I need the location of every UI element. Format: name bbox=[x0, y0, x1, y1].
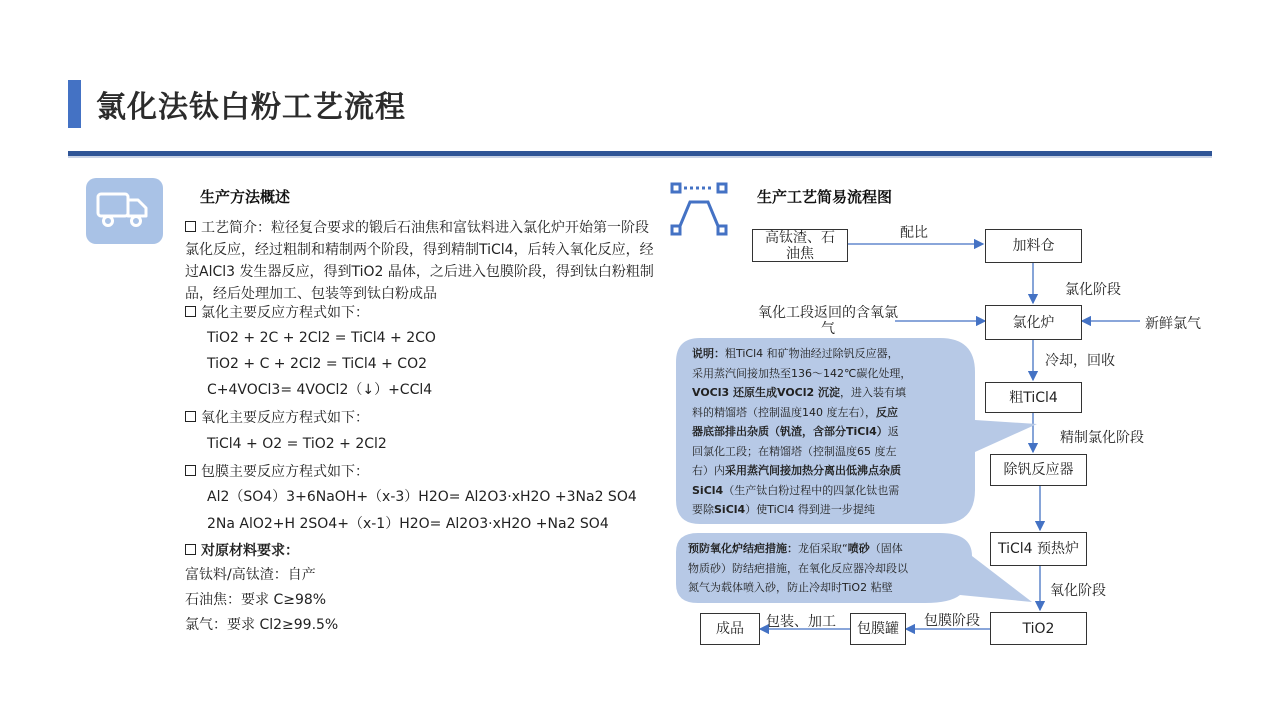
material-item: 氯气：要求 Cl2≥99.5% bbox=[185, 617, 339, 633]
box-final-product: 成品 bbox=[700, 613, 760, 645]
box-ticl4-preheater: TiCl4 预热炉 bbox=[990, 532, 1087, 566]
coating-title-text: 包膜主要反应方程式如下： bbox=[201, 464, 369, 480]
label-fresh-chlorine: 新鲜氯气 bbox=[1145, 316, 1201, 332]
label-refine-stage: 精制氯化阶段 bbox=[1060, 430, 1144, 446]
box-hopper: 加料仓 bbox=[985, 229, 1082, 263]
box-coating-tank: 包膜罐 bbox=[850, 613, 906, 645]
box-vanadium-reactor: 除钒反应器 bbox=[990, 454, 1087, 486]
note-1-text: 说明：粗TiCl4 和矿物油经过除钒反应器， 采用蒸汽间接加热至136～142℃碳化处理， VOCl3 还原生成VOCl2 沉淀，进入装有填 料的精馏塔（控制温度140 度左右），反应 器底部排出杂质（钒渣，含部分TiCl4）返 回氯化工段；在精馏塔（控制温度65 度左 右）内采用蒸汽间接加热分离出低沸点杂质 SiCl4（生产钛白粉过程中的四氯化钛也需 要除SiCl4）使TiCl4 得到进一步提纯 bbox=[692, 347, 912, 516]
overview-heading: 生产方法概述 bbox=[200, 188, 291, 206]
equation-5: Al2（SO4）3+6NaOH+（x-3）H2O= Al2O3·xH2O +3Na2 SO4 bbox=[207, 489, 637, 505]
equation-2: TiO2 + C + 2Cl2 = TiCl4 + CO2 bbox=[207, 356, 428, 372]
flow-heading: 生产工艺简易流程图 bbox=[757, 188, 893, 206]
note-2-text: 预防氧化炉结疤措施：龙佰采取“喷砂（固体 物质砂）防结疤措施，在氧化反应器冷却段以 氮气为载体喷入砂，防止冷却时TiO2 粘壁 bbox=[688, 542, 908, 594]
equation-3: C+4VOCl3= 4VOCl2（↓）+CCl4 bbox=[207, 382, 433, 398]
page-title: 氯化法钛白粉工艺流程 bbox=[96, 90, 406, 125]
label-cool-recover: 冷却，回收 bbox=[1045, 353, 1115, 369]
box-chlorination-furnace: 氯化炉 bbox=[985, 305, 1082, 340]
materials-title-text: 对原材料要求： bbox=[201, 543, 299, 559]
box-tio2: TiO2 bbox=[990, 612, 1087, 645]
material-item: 石油焦：要求 C≥98% bbox=[185, 592, 327, 608]
label-chlorination-stage: 氯化阶段 bbox=[1065, 282, 1121, 298]
label-return-gas: 氧化工段返回的含氧氯气 bbox=[758, 305, 898, 337]
equation-6: 2Na AlO2+H 2SO4+（x-1）H2O= Al2O3·xH2O +Na2 SO4 bbox=[207, 516, 609, 532]
label-pack-process: 包装、加工 bbox=[766, 614, 836, 630]
label-coating-stage: 包膜阶段 bbox=[924, 613, 980, 629]
box-raw-materials: 高钛渣、石油焦 bbox=[752, 229, 848, 262]
equation-4: TiCl4 + O2 = TiO2 + 2Cl2 bbox=[207, 436, 387, 452]
box-crude-ticl4: 粗TiCl4 bbox=[985, 382, 1082, 413]
label-ratio: 配比 bbox=[900, 225, 928, 241]
label-oxidation-stage: 氧化阶段 bbox=[1050, 583, 1106, 599]
material-item: 富钛料/高钛渣：自产 bbox=[185, 567, 316, 583]
oxidation-title-text: 氧化主要反应方程式如下： bbox=[201, 410, 369, 426]
process-intro-text: 工艺简介：粒径复合要求的锻后石油焦和富钛料进入氯化炉开始第一阶段氯化反应，经过粗制和精制两个阶段，得到精制TiCl4，后转入氧化反应，经过AlCl3 发生器反应，得到TiO2 晶体，之后进入包膜阶段，得到钛白粉粗制品，经后处理加工、包装等到钛白粉成品 bbox=[185, 220, 654, 302]
equation-1: TiO2 + 2C + 2Cl2 = TiCl4 + 2CO bbox=[207, 330, 436, 346]
chlorination-title-text: 氯化主要反应方程式如下： bbox=[201, 305, 369, 321]
